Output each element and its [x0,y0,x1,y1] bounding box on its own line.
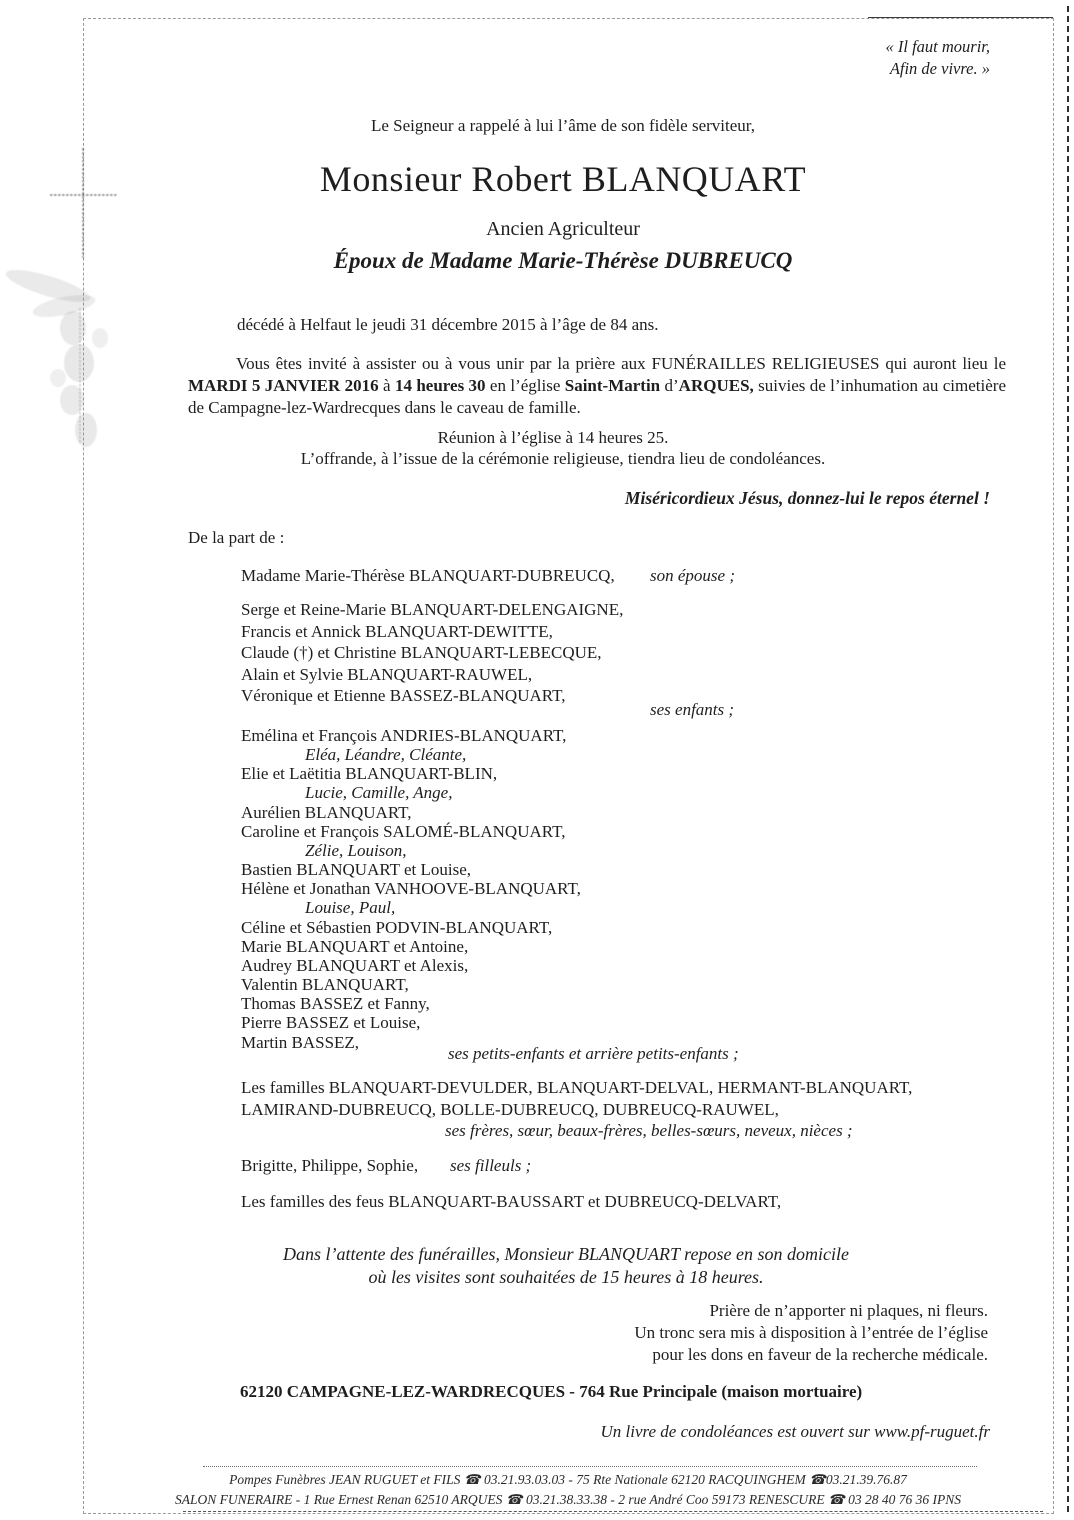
mortuary-address: 62120 CAMPAGNE-LEZ-WARDRECQUES - 764 Rue Principale (maison mortuaire) [240,1382,863,1401]
epitaph-quote-line1: « Il faut mourir, [885,37,990,56]
child-line: Serge et Reine-Marie BLANQUART-DELENGAIGNE, [241,600,624,619]
great-grandchildren-line: Louise, Paul, [305,898,396,918]
funeral-home-footer [83,1470,1053,1509]
resting-place-paragraph [83,1243,1049,1289]
funeral-home-line: Pompes Funèbres JEAN RUGUET et FILS ☎ 03.21.93.03.03 - 75 Rte Nationale 62120 RACQUINGHEM ☎03.21.39.76.87 [229,1472,907,1487]
child-line: Claude (†) et Christine BLANQUART-LEBECQUE, [241,643,602,662]
page-border-top-segment [868,17,1053,18]
families-list [241,1077,912,1120]
invitation-text: suivies de l’inhumation au cimetière de Campagne-lez-Wardrecques dans le caveau de famille. [188,375,1006,417]
invitation-text: Vous êtes invité à assister ou à vous unir par la prière aux FUNÉRAILLES RELIGIEUSES qui auront lieu le [236,354,1006,373]
families-line: LAMIRAND-DUBREUCQ, BOLLE-DUBREUCQ, DUBREUCQ-RAUWEL, [241,1099,779,1119]
grandchild-line: Céline et Sébastien PODVIN-BLANQUART, [241,917,553,937]
child-line: Alain et Sylvie BLANQUART-RAUWEL, [241,664,533,684]
no-flowers-paragraph [634,1300,988,1366]
grandchild-line: Bastien BLANQUART et Louise, [241,860,472,880]
late-families-line: Les familles des feus BLANQUART-BAUSSART et DUBREUCQ-DELVART, [241,1192,782,1211]
grandchildren-list [241,726,581,1052]
on-behalf-label: De la part de : [188,528,285,547]
grandchild-line: Elie et Laëtitia BLANQUART-BLIN, [241,764,498,784]
grandchild-line: Marie BLANQUART et Antoine, [241,936,469,956]
deceased-name: Monsieur Robert BLANQUART [319,159,807,199]
no-flowers-line: pour les dons en faveur de la recherche médicale. [652,1345,988,1364]
church-name: Saint-Martin [564,375,661,395]
relation-siblings: ses frères, sœur, beaux-frères, belles-sœurs, neveux, nièces ; [445,1121,853,1140]
relation-grandchildren: ses petits-enfants et arrière petits-enfants ; [448,1044,739,1063]
child-line: Véronique et Etienne BASSEZ-BLANQUART, [241,686,566,705]
condolence-book-line: Un livre de condoléances est ouvert sur www.pf-ruguet.fr [600,1422,990,1441]
invitation-text: en l’église [485,375,565,395]
godchildren-names: Brigitte, Philippe, Sophie, [241,1156,419,1175]
grandchild-line: Caroline et François SALOMÉ-BLANQUART, [241,821,566,841]
death-details-line: décédé à Helfaut le jeudi 31 décembre 2015 à l’âge de 84 ans. [237,315,659,334]
great-grandchildren-line: Eléa, Léandre, Cléante, [305,745,467,765]
great-grandchildren-line: Lucie, Camille, Ange, [305,783,453,803]
children-list [241,599,623,707]
grandchild-line: Martin BASSEZ, [241,1032,360,1052]
footer-divider [203,1466,977,1467]
relation-children: ses enfants ; [650,700,735,719]
funeral-date: MARDI 5 JANVIER 2016 [188,375,379,395]
bottom-cut-mark [183,1511,1043,1512]
prayer-line: Miséricordieux Jésus, donnez-lui le repos éternel ! [624,488,990,508]
grandchild-line: Pierre BASSEZ et Louise, [241,1013,421,1033]
wife-name: Madame Marie-Thérèse BLANQUART-DUBREUCQ, [241,566,615,585]
relation-godchildren: ses filleuls ; [450,1156,532,1175]
funeral-time: 14 heures 30 [394,375,486,395]
resting-line: où les visites sont souhaitées de 15 heures à 18 heures. [368,1267,764,1287]
meeting-line: Réunion à l’église à 14 heures 25. [437,428,669,447]
epitaph-quote-line2: Afin de vivre. » [889,59,990,78]
child-line: Francis et Annick BLANQUART-DEWITTE, [241,621,553,641]
resting-line: Dans l’attente des funérailles, Monsieur BLANQUART repose en son domicile [283,1244,849,1264]
spouse-line: Époux de Madame Marie-Thérèse DUBREUCQ [333,248,793,273]
grandchild-line: Emélina et François ANDRIES-BLANQUART, [241,726,567,745]
epitaph-quote [885,36,990,80]
right-cut-mark [1067,6,1069,1512]
no-flowers-line: Prière de n’apporter ni plaques, ni fleurs. [709,1301,988,1320]
deceased-occupation: Ancien Agriculteur [486,218,640,240]
families-line: Les familles BLANQUART-DEVULDER, BLANQUART-DELVAL, HERMANT-BLANQUART, [241,1078,913,1097]
offering-line: L’offrande, à l’issue de la cérémonie religieuse, tiendra lieu de condoléances. [300,449,826,468]
funeral-home-line: SALON FUNERAIRE - 1 Rue Ernest Renan 62510 ARQUES ☎ 03.21.38.33.38 - 2 rue André Coo 59173 RENESCURE ☎ 03 28 40 76 36 IPNS [174,1491,962,1507]
invitation-text: d’ [660,375,679,395]
grandchild-line: Aurélien BLANQUART, [241,802,412,822]
grandchild-line: Hélène et Jonathan VANHOOVE-BLANQUART, [241,879,581,899]
grandchild-line: Audrey BLANQUART et Alexis, [241,955,469,975]
grandchild-line: Thomas BASSEZ et Fanny, [241,994,430,1014]
grandchild-line: Valentin BLANQUART, [241,975,409,995]
church-town: ARQUES, [678,375,754,395]
invitation-text: à [378,375,395,395]
intro-line: Le Seigneur a rappelé à lui l’âme de son fidèle serviteur, [370,116,756,135]
funeral-invitation-paragraph [188,353,1006,418]
relation-wife: son épouse ; [650,566,735,585]
great-grandchildren-line: Zélie, Louison, [305,840,407,860]
no-flowers-line: Un tronc sera mis à disposition à l’entrée de l’église [634,1323,988,1342]
